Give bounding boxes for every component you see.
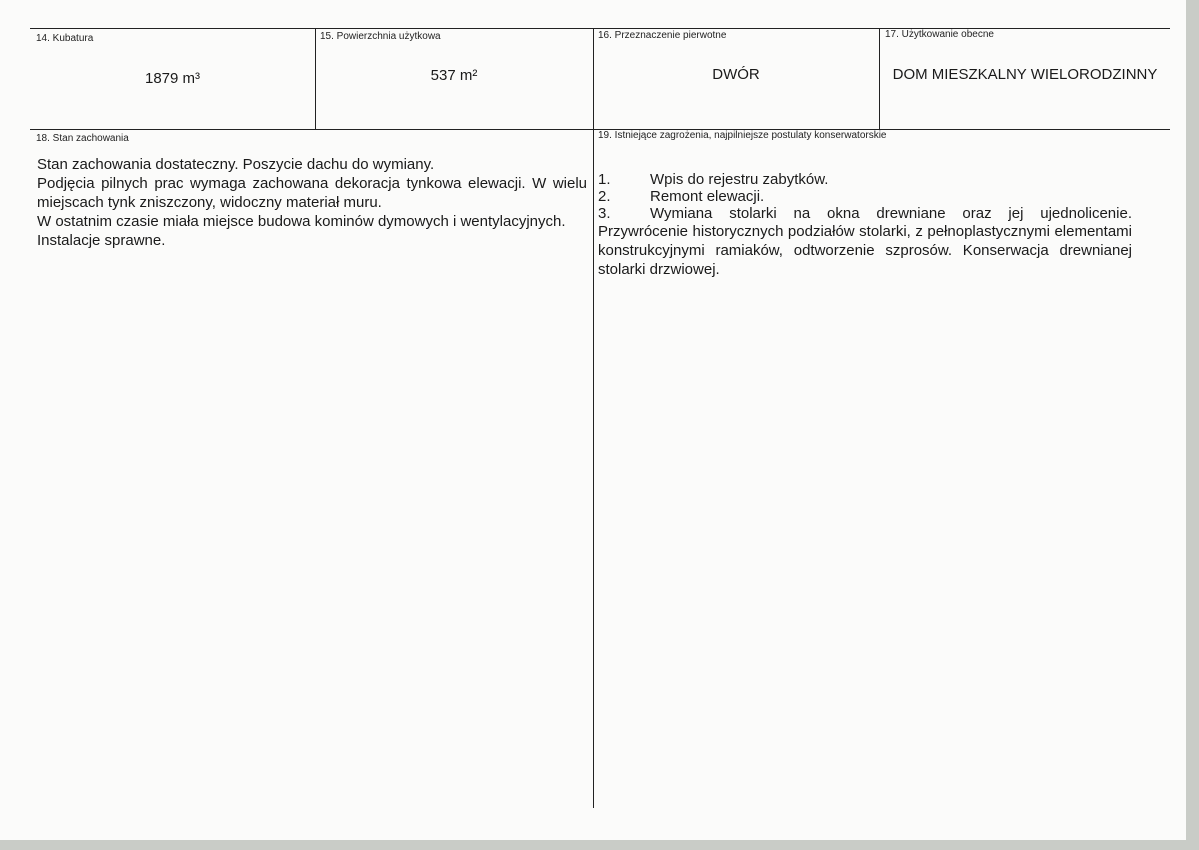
scan-edge-right bbox=[1186, 0, 1199, 850]
stan-line-4: Instalacje sprawne. bbox=[37, 232, 166, 249]
list-item-text: Remont elewacji. bbox=[650, 188, 765, 205]
stan-line-1: Stan zachowania dostateczny. Poszycie dachu do wymiany. bbox=[37, 156, 435, 173]
col-divider-16 bbox=[593, 28, 594, 808]
list-item-text: Wymiana stolarki na okna drewniane oraz jej ujednolicenie. bbox=[650, 205, 1132, 222]
powierzchnia-value: 537 m² bbox=[430, 67, 478, 84]
list-item-number: 1. bbox=[598, 171, 611, 188]
powierzchnia-label: 15. Powierzchnia użytkowa bbox=[320, 31, 441, 42]
top-border bbox=[30, 28, 1170, 29]
list-item bbox=[598, 188, 1132, 205]
uzytkowanie-label: 17. Użytkowanie obecne bbox=[885, 29, 994, 40]
kubatura-label: 14. Kubatura bbox=[36, 33, 94, 44]
stan-label: 18. Stan zachowania bbox=[36, 133, 129, 144]
list-item-number: 3. bbox=[598, 205, 611, 222]
zagrozenia-text bbox=[598, 171, 1132, 279]
stan-line-3: W ostatnim czasie miała miejsce budowa kominów dymowych i wentylacyjnych. bbox=[37, 213, 566, 230]
przeznaczenie-label: 16. Przeznaczenie pierwotne bbox=[598, 30, 727, 41]
zagrozenia-continuation: Przywrócenie historycznych podziałów stolarki, z pełnoplastycznymi elementami konstrukcyjnymi ramiaków, odtworzenie szprosów. Konserwacja drewnianej stolarki drzwiowej. bbox=[598, 223, 1132, 278]
kubatura-value: 1879 m³ bbox=[144, 70, 201, 87]
zagrozenia-label: 19. Istniejące zagrożenia, najpilniejsze postulaty konserwatorskie bbox=[598, 130, 887, 141]
scan-edge-bottom bbox=[0, 840, 1199, 850]
stan-text bbox=[37, 155, 587, 250]
list-item bbox=[598, 171, 1132, 188]
list-item-number: 2. bbox=[598, 188, 611, 205]
list-item-text: Wpis do rejestru zabytków. bbox=[650, 171, 829, 188]
przeznaczenie-value: DWÓR bbox=[712, 66, 760, 83]
stan-line-2: Podjęcia pilnych prac wymaga zachowana dekoracja tynkowa elewacji. W wielu miejscach tynk zniszczony, widoczny materiał muru. bbox=[37, 175, 587, 211]
list-item bbox=[598, 205, 1132, 222]
uzytkowanie-value: DOM MIESZKALNY WIELORODZINNY bbox=[892, 66, 1158, 83]
